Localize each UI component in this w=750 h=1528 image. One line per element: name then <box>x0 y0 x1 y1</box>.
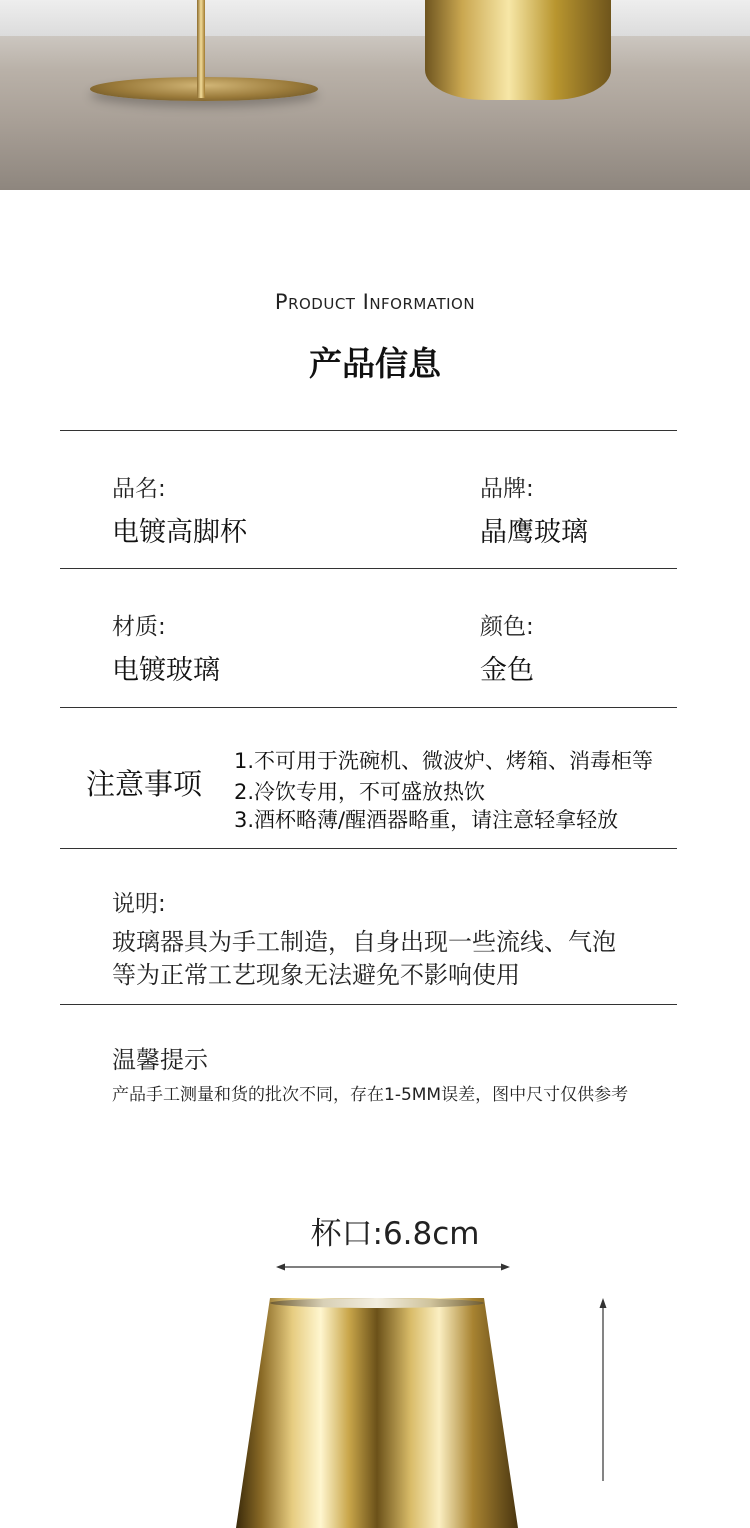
divider <box>60 568 677 569</box>
color-value: 金色 <box>480 655 534 686</box>
divider <box>60 430 677 431</box>
height-arrow <box>596 1298 610 1481</box>
name-label: 品名: <box>112 476 166 502</box>
brand-value: 晶鹰玻璃 <box>480 517 588 548</box>
material-label: 材质: <box>112 614 166 640</box>
tip-text: 产品手工测量和货的批次不同，存在1-5MM误差，图中尺寸仅供参考 <box>112 1085 629 1105</box>
gold-goblet-cup <box>236 1298 518 1528</box>
name-value: 电镀高脚杯 <box>112 517 247 548</box>
explanation-line: 等为正常工艺现象无法避免不影响使用 <box>112 961 520 989</box>
divider <box>60 848 677 849</box>
goblet-cup-photo <box>425 0 611 100</box>
goblet-stem <box>197 0 205 98</box>
color-label: 颜色: <box>480 614 534 640</box>
photo-background-wall <box>0 0 750 36</box>
explanation-label: 说明: <box>112 891 166 917</box>
rim-diameter-label: 杯口:6.8cm <box>310 1216 480 1252</box>
divider <box>60 707 677 708</box>
notice-title: 注意事项 <box>86 767 203 801</box>
explanation-line: 玻璃器具为手工制造，自身出现一些流线、气泡 <box>112 928 616 956</box>
notice-item: 3.酒杯略薄/醒酒器略重，请注意轻拿轻放 <box>234 808 619 832</box>
heading-chinese: 产品信息 <box>309 344 441 383</box>
notice-item: 1.不可用于洗碗机、微波炉、烤箱、消毒柜等 <box>234 749 654 773</box>
heading-english: Product Information <box>274 290 476 314</box>
width-arrow <box>276 1263 510 1271</box>
goblet-rim <box>270 1298 484 1308</box>
notice-item: 2.冷饮专用，不可盛放热饮 <box>234 780 486 804</box>
top-product-photo <box>0 0 750 190</box>
divider <box>60 1004 677 1005</box>
brand-label: 品牌: <box>480 476 534 502</box>
material-value: 电镀玻璃 <box>112 655 220 686</box>
tip-title: 温馨提示 <box>112 1046 208 1074</box>
